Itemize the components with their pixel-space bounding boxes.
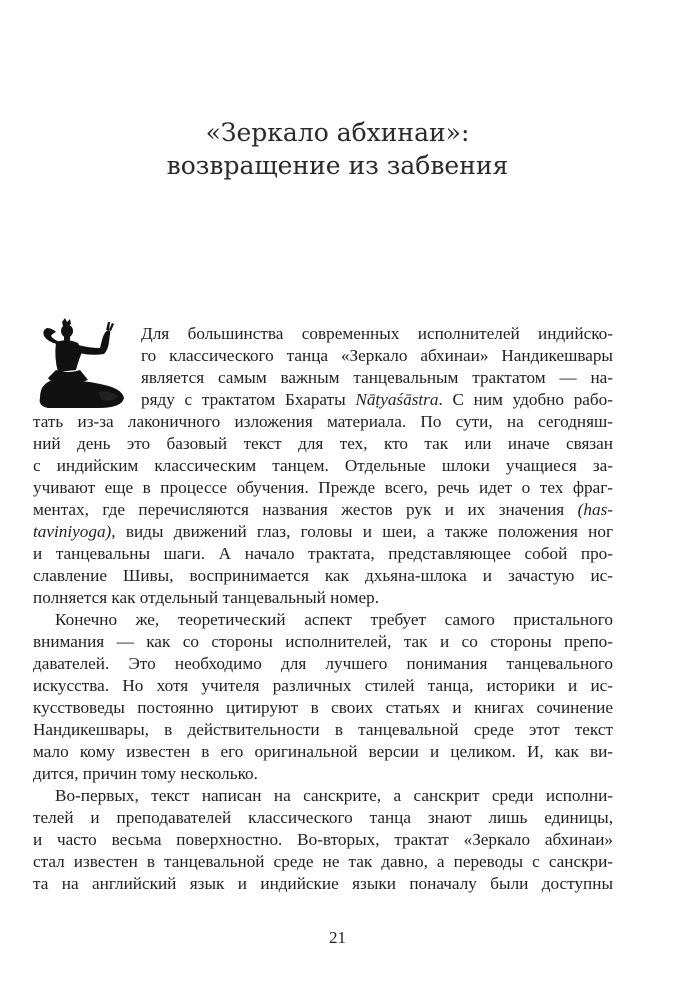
chapter-title (0, 116, 675, 182)
paragraph-1-line-11: и танцевальны шаги. А начало трактата, представляющее собой про- (33, 544, 613, 563)
paragraph-1-line-4: ряду с трактатом Бхараты Nāṭyaśāstra. С ним удобно рабо- (141, 390, 613, 409)
paragraph-2-line-5: кусствоведы постоянно цитируют в своих статьях и книгах сочинение (33, 698, 613, 717)
dancer-silhouette-icon (38, 318, 128, 410)
paragraph-2-line-7: мало кому известен в его оригинальной версии и целиком. И, как ви- (33, 742, 613, 761)
chapter-title-line-1: «Зеркало абхинаи»: (205, 118, 470, 147)
paragraph-1-line-1: Для большинства современных исполнителей индийско- (141, 324, 613, 343)
paragraph-3-line-1: Во-первых, текст написан на санскрите, а санскрит среди исполни- (55, 786, 613, 805)
paragraph-3-line-2: телей и преподавателей классического танца знают лишь единицы, (33, 808, 613, 827)
paragraph-1-line-10: taviniyoga), виды движений глаз, головы и шеи, а также положения ног (33, 522, 613, 541)
paragraph-3-line-3: и часто весьма поверхностно. Во-вторых, трактат «Зеркало абхинаи» (33, 830, 613, 849)
paragraph-1-line-7: с индийским классическим танцем. Отдельные шлоки учащиеся за- (33, 456, 613, 475)
paragraph-1-line-13: полняется как отдельный танцевальный номер. (33, 588, 380, 607)
paragraph-1-line-3: является самым важным танцевальным трактатом — на- (141, 368, 613, 387)
paragraph-1-line-8: учивают еще в процессе обучения. Прежде всего, речь идет о тех фраг- (33, 478, 613, 497)
paragraph-2-line-1: Конечно же, теоретический аспект требует самого пристального (55, 610, 613, 629)
paragraph-2-line-2: внимания — как со стороны исполнителей, так и со стороны препо- (33, 632, 613, 651)
paragraph-2-line-4: искусства. Но хотя учителя различных стилей танца, историки и ис- (33, 676, 613, 695)
page-number: 21 (329, 928, 346, 947)
paragraph-3-line-4: стал известен в танцевальной среде не так давно, а переводы с санскри- (33, 852, 613, 871)
paragraph-2-line-8: дится, причин тому несколько. (33, 764, 258, 783)
chapter-title-line-2: возвращение из забвения (166, 151, 509, 180)
paragraph-2-line-3: давателей. Это необходимо для лучшего понимания танцевального (33, 654, 613, 673)
paragraph-2-line-6: Нандикешвары, в действительности в танцевальной среде этот текст (33, 720, 613, 739)
paragraph-1-line-12: славление Шивы, воспринимается как дхьяна-шлока и зачастую ис- (33, 566, 613, 585)
paragraph-3-line-5: та на английский язык и индийские языки поначалу были доступны (33, 874, 613, 893)
paragraph-1-line-5: тать из-за лаконичного изложения материала. По сути, на сегодняш- (33, 412, 613, 431)
paragraph-1-line-9: ментах, где перечисляются названия жестов рук и их значения (has- (33, 500, 613, 519)
paragraph-1-line-6: ний день это базовый текст для тех, кто так или иначе связан (33, 434, 613, 453)
paragraph-1-line-2: го классического танца «Зеркало абхинаи» Нандикешвары (141, 346, 613, 365)
